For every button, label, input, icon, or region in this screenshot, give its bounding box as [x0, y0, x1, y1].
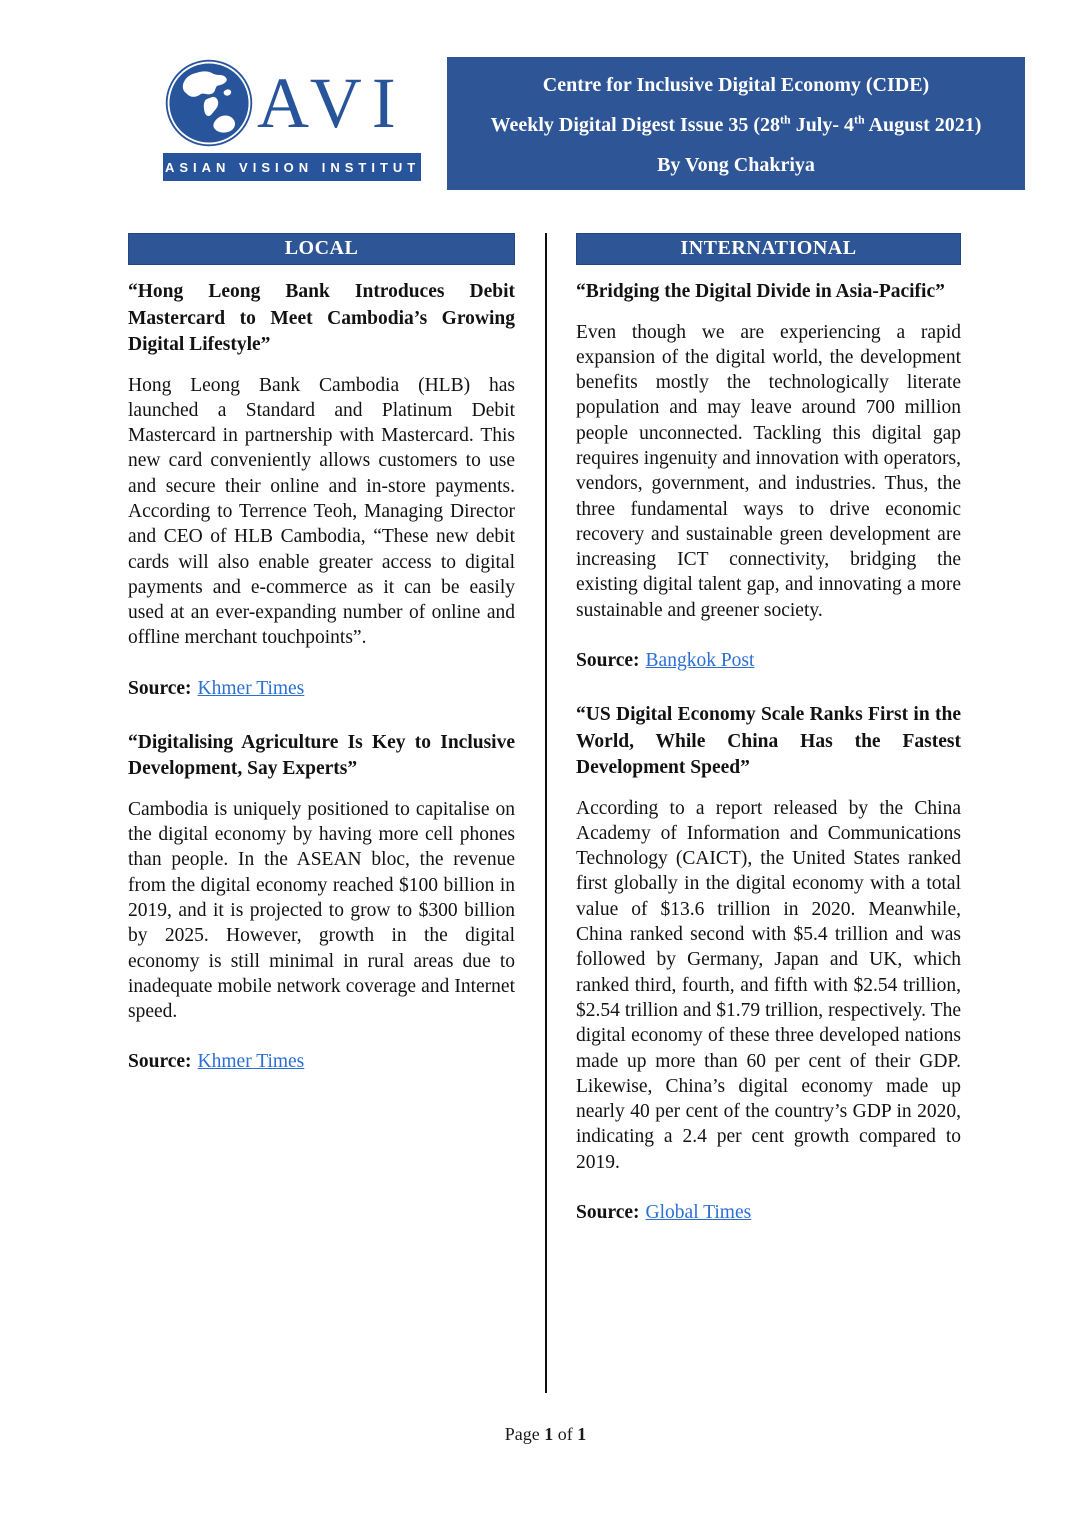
issue-sup-1: th: [780, 112, 791, 127]
source-label: Source:: [576, 1202, 640, 1224]
banner-line-centre: Centre for Inclusive Digital Economy (CIDE): [542, 74, 930, 96]
source-line: [128, 1051, 515, 1073]
source-link-khmer-times-2[interactable]: Khmer Times: [197, 1051, 305, 1073]
banner-line-author: By Vong Chakriya: [657, 154, 815, 176]
local-section-header: LOCAL: [128, 233, 515, 265]
article-body: Cambodia is uniquely positioned to capitalise on the digital economy by having more cell phones than people. In the ASEAN bloc, the revenue from the digital economy reached $100 billion in 2019, and it is projected to grow to $300 billion by 2025. However, growth in the digital economy is still minimal in rural areas due to inadequate mobile network coverage and Internet speed.: [128, 798, 515, 1023]
international-column: [576, 233, 961, 1393]
article-title: “Bridging the Digital Divide in Asia-Pacific”: [576, 281, 945, 302]
avi-logo-top: [163, 57, 421, 149]
footer-page-total: 1: [577, 1424, 587, 1444]
source-link-khmer-times-1[interactable]: Khmer Times: [197, 677, 305, 699]
article-title: “US Digital Economy Scale Ranks First in the World, While China Has the Fastest Development Speed”: [576, 704, 961, 779]
article-local-2: [128, 730, 515, 1074]
footer-page-number: 1: [544, 1424, 554, 1444]
source-label: Source:: [128, 677, 192, 699]
issue-sup-2: th: [854, 112, 865, 127]
source-label: Source:: [576, 650, 640, 672]
issue-text-mid: July- 4: [790, 114, 855, 136]
international-section-header: INTERNATIONAL: [576, 233, 961, 265]
source-label: Source:: [128, 1051, 192, 1073]
footer-mid: of: [553, 1424, 578, 1444]
avi-logo: [163, 57, 434, 181]
source-link-global-times[interactable]: Global Times: [645, 1202, 752, 1224]
avi-acronym: AVI: [257, 63, 406, 143]
page-footer: [0, 1424, 1091, 1445]
content-columns: [0, 190, 1091, 1393]
source-line: [576, 650, 961, 672]
banner-line-issue: [457, 112, 1015, 138]
footer-pre: Page: [504, 1424, 545, 1444]
source-line: [576, 1202, 961, 1224]
page-number-text: [505, 1424, 587, 1444]
article-title: “Hong Leong Bank Introduces Debit Mastercard to Meet Cambodia’s Growing Digital Lifestyle”: [128, 281, 515, 355]
page-header: [0, 0, 1091, 190]
column-divider: [545, 233, 547, 1393]
header-banner: [447, 57, 1025, 190]
avi-tagline: ASIAN VISION INSTITUTE: [163, 153, 421, 181]
article-body: Hong Leong Bank Cambodia (HLB) has launched a Standard and Platinum Debit Mastercard in partnership with Mastercard. This new card conveniently allows customers to use and secure their online and in-store payments. According to Terrence Teoh, Managing Director and CEO of HLB Cambodia, “These new debit cards will also enable greater access to digital payments and e-commerce as it can be easily used at an ever-expanding number of online and offline merchant touchpoints”.: [128, 374, 515, 649]
article-body: According to a report released by the China Academy of Information and Communications Technology (CAICT), the United States ranked first globally in the digital economy with a total value of $13.6 trillion in 2020. Meanwhile, China ranked second with $5.4 trillion and was followed by Germany, Japan and UK, which ranked third, fourth, and fifth with $2.54 trillion, $2.54 trillion and $1.79 trillion, respectively. The digital economy of these three developed nations made up more than 60 per cent of their GDP. Likewise, China’s digital economy made up nearly 40 per cent of the country’s GDP in 2020, indicating a 2.4 per cent growth compared to 2019.: [576, 797, 961, 1173]
article-international-2: [576, 702, 961, 1224]
local-column: [128, 233, 515, 1393]
article-local-1: [128, 279, 515, 700]
article-international-1: [576, 279, 961, 672]
source-line: [128, 678, 515, 700]
issue-text-post: August 2021): [864, 114, 982, 136]
article-body: Even though we are experiencing a rapid expansion of the digital world, the development benefits mostly the technologically literate population and may leave around 700 million people unconnected. Tackling this digital gap requires ingenuity and innovation with operators, vendors, government, and industries. Thus, the three fundamental ways to drive economic recovery and sustainable green development are increasing ICT connectivity, bridging the existing digital talent gap, and innovating a more sustainable and greener society.: [576, 321, 961, 621]
globe-asia-pacific-icon: [163, 57, 255, 149]
article-title: “Digitalising Agriculture Is Key to Inclusive Development, Say Experts”: [128, 731, 515, 780]
issue-text-pre: Weekly Digital Digest Issue 35 (28: [490, 114, 781, 136]
source-link-bangkok-post[interactable]: Bangkok Post: [645, 650, 755, 672]
